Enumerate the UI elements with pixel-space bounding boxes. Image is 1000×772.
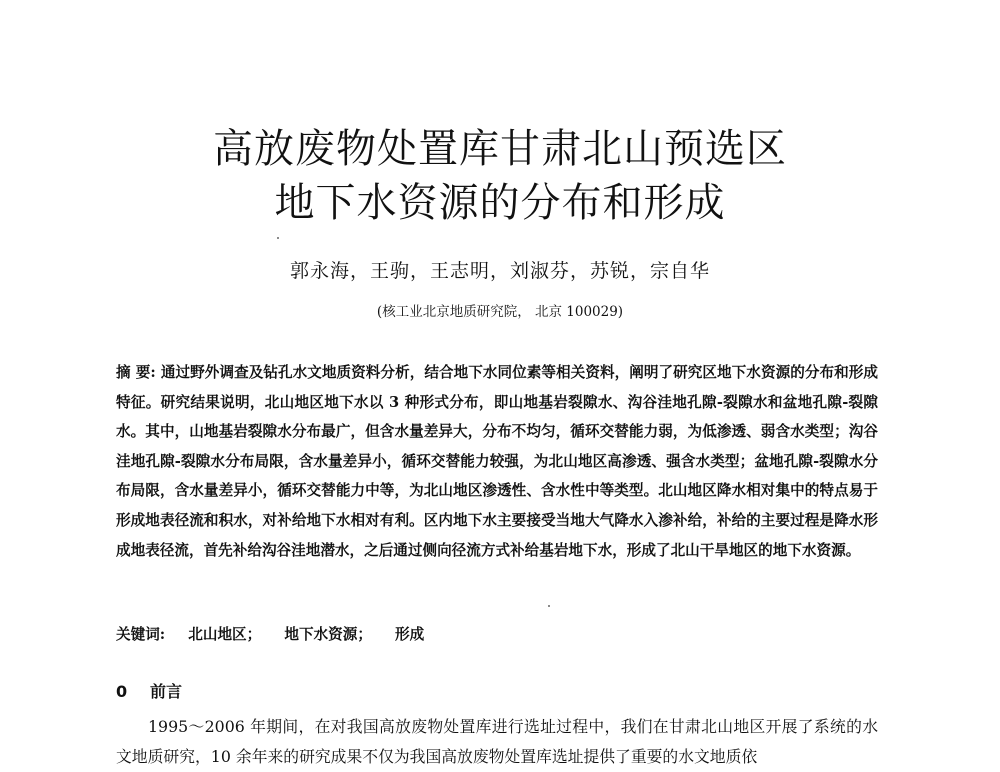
keywords-label: 关键词: — [116, 626, 166, 643]
keywords — [116, 623, 424, 644]
scan-speck — [277, 237, 279, 239]
section-heading — [116, 679, 182, 702]
keyword-term: 地下水资源； — [284, 626, 372, 643]
author-list: 郭永海，王驹，王志明，刘淑芬，苏锐，宗自华 — [289, 260, 710, 282]
body-paragraph: 1995～2006 年期间，在对我国高放废物处置库进行选址过程中，我们在甘肃北山地区开展了系统的水文地质研究，10 余年来的研究成果不仅为我国高放废物处置库选址提供了重要的水文地质依 — [116, 717, 878, 766]
abstract — [116, 358, 878, 565]
affiliation: (核工业北京地质研究院， 北京 100029) — [376, 304, 624, 320]
abstract-label: 摘 要: — [116, 364, 156, 381]
title-line-2: 地下水资源的分布和形成 — [274, 180, 726, 226]
abstract-text: 通过野外调查及钻孔水文地质资料分析，结合地下水同位素等相关资料，阐明了研究区地下水资源的分布和形成特征。研究结果说明，北山地区地下水以 3 种形式分布，即山地基岩裂隙水、沟谷洼地孔隙-裂隙水和盆地孔隙-裂隙水。其中，山地基岩裂隙水分布最广，但含水量差异大，分布不均匀，循环交替能力弱，为低渗透、弱含水类型；沟谷洼地孔隙-裂隙水分布局限，含水量差异小，循环交替能力较强，为北山地区高渗透、强含水类型；盆地孔隙-裂隙水分布局限，含水量差异小，循环交替能力中等，为北山地区渗透性、含水性中等类型。北山地区降水相对集中的特点易于形成地表径流和积水，对补给地下水相对有利。区内地下水主要接受当地大气降水入渗补给，补给的主要过程是降水形成地表径流，首先补给沟谷洼地潜水，之后通过侧向径流方式补给基岩地下水，形成了北山干旱地区的地下水资源。 — [116, 364, 878, 559]
section-title: 前言 — [150, 682, 183, 701]
scan-speck — [548, 605, 550, 607]
section-number: 0 — [116, 682, 128, 701]
keyword-term: 北山地区； — [188, 626, 262, 643]
title-line-1: 高放废物处置库甘肃北山预选区 — [213, 126, 787, 172]
keyword-term: 形成 — [395, 626, 425, 643]
